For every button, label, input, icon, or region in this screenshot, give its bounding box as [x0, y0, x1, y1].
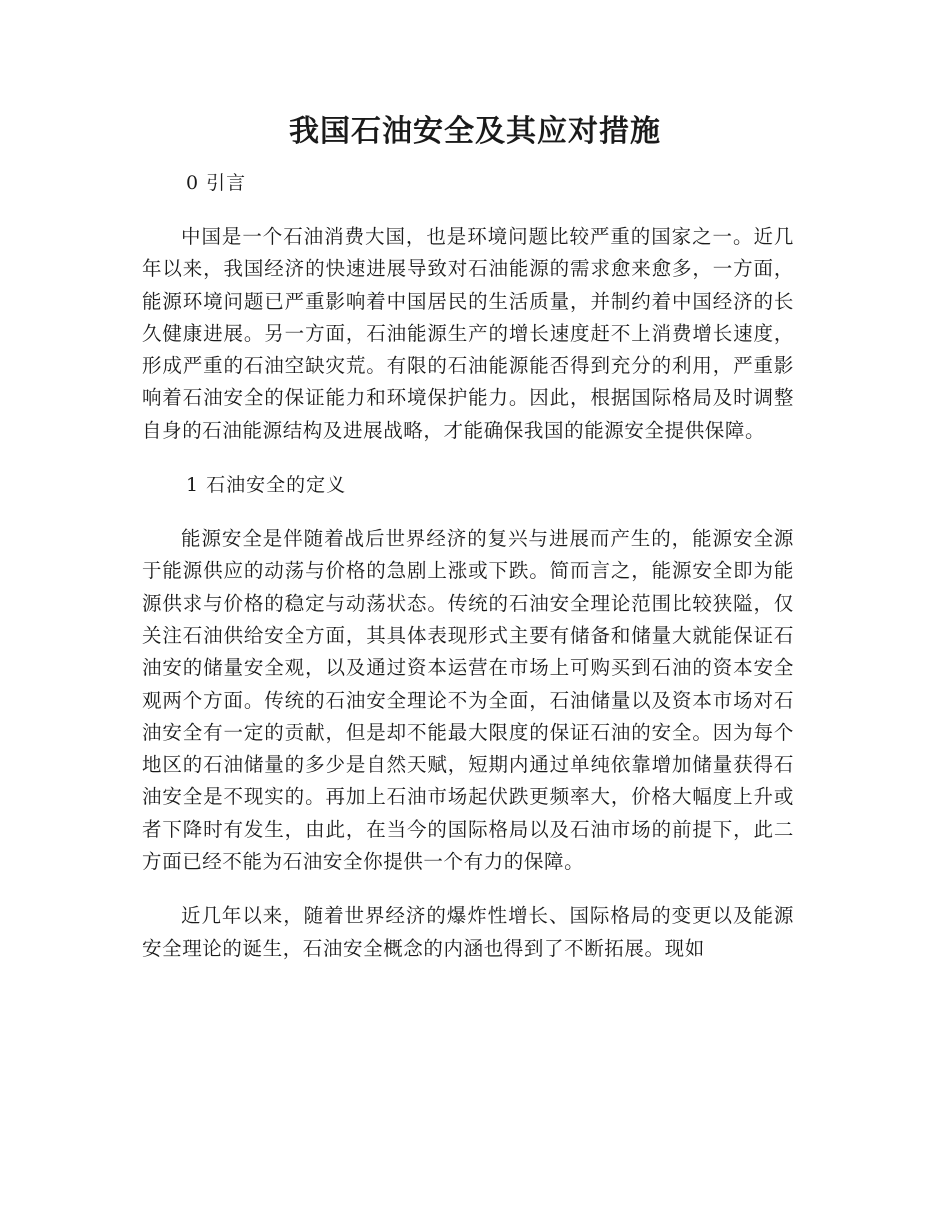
document-title: 我国石油安全及其应对措施 — [289, 114, 661, 149]
paragraph: 近几年以来，随着世界经济的爆炸性增长、国际格局的变更以及能源安全理论的诞生，石油安全概念的内涵也得到了不断拓展。现如 — [142, 904, 794, 960]
document-body — [142, 167, 794, 965]
paragraph: 中国是一个石油消费大国，也是环境问题比较严重的国家之一。近几年以来，我国经济的快速进展导致对石油能源的需求愈来愈多，一方面，能源环境问题已严重影响着中国居民的生活质量，并制约着中国经济的长久健康进展。另一方面，石油能源生产的增长速度赶不上消费增长速度，形成严重的石油空缺灾荒。有限的石油能源能否得到充分的利用，严重影响着石油安全的保证能力和环境保护能力。因此，根据国际格局及时调整自身的石油能源结构及进展战略，才能确保我国的能源安全提供保障。 — [142, 225, 794, 442]
paragraph: 能源安全是伴随着战后世界经济的复兴与进展而产生的，能源安全源于能源供应的动荡与价格的急剧上涨或下跌。简而言之，能源安全即为能源供求与价格的稳定与动荡状态。传统的石油安全理论范围比较狭隘，仅关注石油供给安全方面，其具体表现形式主要有储备和储量大就能保证石油安的储量安全观，以及通过资本运营在市场上可购买到石油的资本安全观两个方面。传统的石油安全理论不为全面，石油储量以及资本市场对石油安全有一定的贡献，但是却不能最大限度的保证石油的安全。因为每个地区的石油储量的多少是自然天赋，短期内通过单纯依靠增加储量获得石油安全是不现实的。再加上石油市场起伏跌更频率大，价格大幅度上升或者下降时有发生，由此，在当今的国际格局以及石油市场的前提下，此二方面已经不能为石油安全你提供一个有力的保障。 — [142, 527, 794, 874]
section-introduction — [142, 167, 794, 447]
section-heading: 0 引言 — [186, 172, 247, 194]
section-oil-security-definition — [142, 469, 794, 965]
section-heading: 1 石油安全的定义 — [186, 474, 347, 497]
